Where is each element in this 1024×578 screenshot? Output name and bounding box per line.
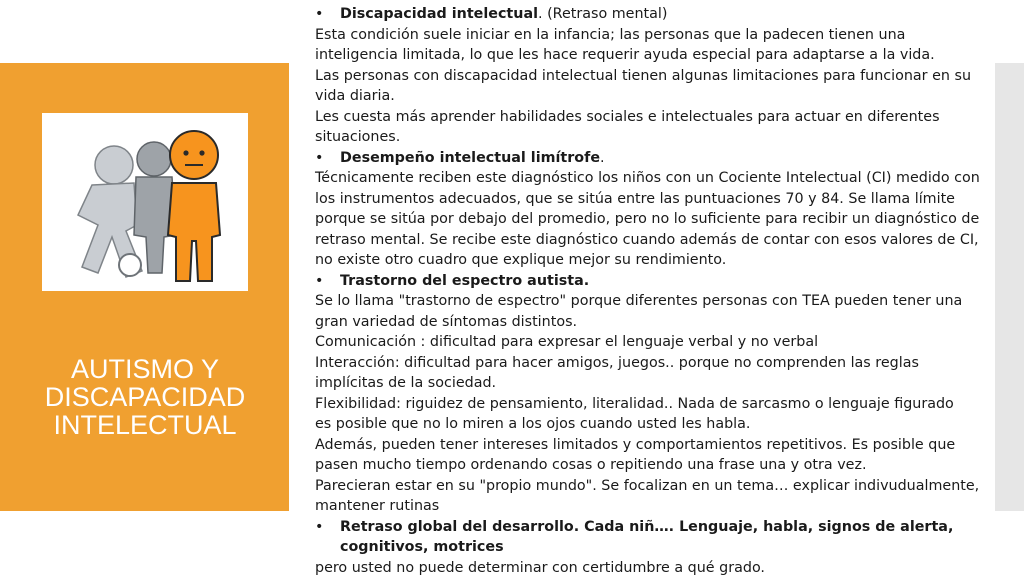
paragraph: Técnicamente reciben este diagnóstico los niños con un Cociente Intelectual (CI) medido con los instrumentos adecuados, que se sitúa entre las puntuaciones 70 y 84. Se llama límite porque se sitúa por debajo del promedio, pero no lo suficiente para recibir un diagnóstico de retraso mental. Se recibe este diagnóstico cuando además de contar con esos valores de CI, no existe otro cuadro que explique mejor su rendimiento. <box>315 168 987 271</box>
paragraph: Les cuesta más aprender habilidades sociales e intelectuales para actuar en diferentes situaciones. <box>315 107 987 148</box>
bullet-item <box>315 517 987 558</box>
slide-body <box>315 4 987 578</box>
slide-title: AUTISMO Y DISCAPACIDAD INTELECTUAL <box>30 355 260 439</box>
bullet-item <box>315 4 987 25</box>
paragraph: Además, pueden tener intereses limitados y comportamientos repetitivos. Es posible que pasen mucho tiempo ordenando cosas o repitiendo una frase una y otra vez. <box>315 435 987 476</box>
autism-figures-icon <box>42 113 248 291</box>
paragraph: Esta condición suele iniciar en la infancia; las personas que la padecen tienen una inteligencia limitada, lo que les hace requerir ayuda especial para adaptarse a la vida. <box>315 25 987 66</box>
side-decoration-bar <box>995 63 1024 511</box>
paragraph: Flexibilidad: riguidez de pensamiento, literalidad.. Nada de sarcasmo o lenguaje figurado <box>315 394 987 415</box>
bullet-marker: • <box>315 4 323 25</box>
section-heading: Desempeño intelectual limítrofe <box>340 150 600 166</box>
paragraph: es posible que no lo miren a los ojos cuando usted les habla. <box>315 414 987 435</box>
paragraph: pero usted no puede determinar con certidumbre a qué grado. <box>315 558 987 578</box>
autism-illustration <box>42 113 248 291</box>
paragraph: Interacción: dificultad para hacer amigos, juegos.. porque no comprenden las reglas implícitas de la sociedad. <box>315 353 987 394</box>
bullet-item <box>315 148 987 169</box>
paragraph: Las personas con discapacidad intelectual tienen algunas limitaciones para funcionar en su vida diaria. <box>315 66 987 107</box>
paragraph: Parecieran estar en su "propio mundo". Se focalizan en un tema… explicar indivudualmente, mantener rutinas <box>315 476 987 517</box>
bullet-marker: • <box>315 148 323 169</box>
section-heading: Discapacidad intelectual <box>340 6 538 22</box>
section-heading-suffix: . (Retraso mental) <box>538 6 667 22</box>
paragraph: Comunicación : dificultad para expresar el lenguaje verbal y no verbal <box>315 332 987 353</box>
section-heading-suffix: . <box>600 150 605 166</box>
bullet-item <box>315 271 987 292</box>
bullet-marker: • <box>315 517 323 538</box>
section-heading: Retraso global del desarrollo. Cada niñ…. Lenguaje, habla, signos de alerta, cognitivos, motrices <box>340 519 953 556</box>
bullet-marker: • <box>315 271 323 292</box>
section-heading: Trastorno del espectro autista. <box>340 273 589 289</box>
paragraph: Se lo llama "trastorno de espectro" porque diferentes personas con TEA pueden tener una gran variedad de síntomas distintos. <box>315 291 987 332</box>
